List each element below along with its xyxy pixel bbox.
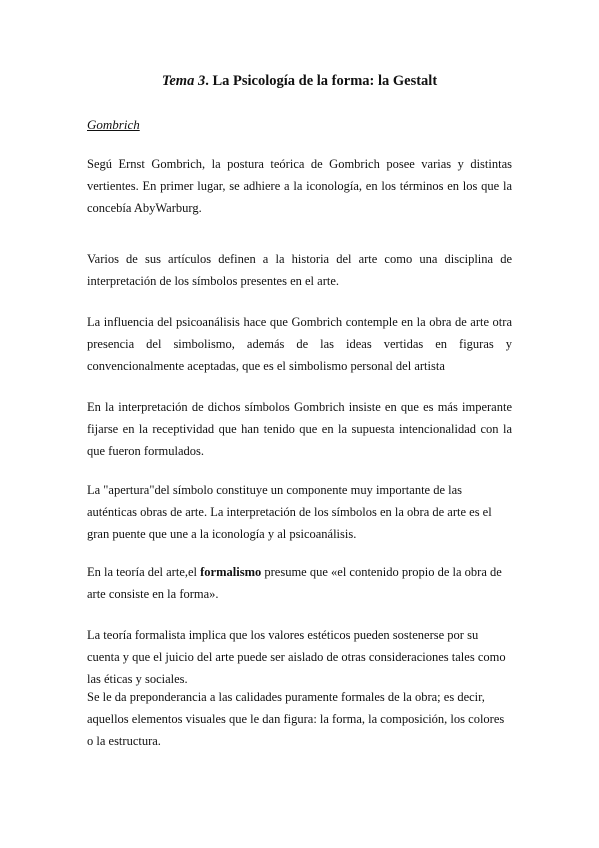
title-topic-number: Tema 3 (161, 73, 206, 89)
section-heading: Gombrich (87, 117, 140, 132)
document-title (0, 73, 599, 90)
formalismo-term: formalismo (200, 565, 262, 579)
paragraph-5: La "apertura"del símbolo constituye un componente muy importante de las auténticas obras de arte. La interpretación de los símbolos en la obra de arte es el gran puente que une a la iconología y al psicoanálisis. (87, 483, 492, 541)
paragraph-6-end: presume que «el contenido propio de la obra de arte consiste en la forma». (87, 565, 502, 601)
paragraph-2: Varios de sus artículos definen a la historia del arte como una disciplina de interpretación de los símbolos presentes en el arte. (87, 252, 512, 288)
paragraph-4: En la interpretación de dichos símbolos Gombrich insiste en que es más imperante fijarse en la receptividad que han tenido que en la supuesta intencionalidad con la que fueron formulados. (87, 400, 512, 458)
paragraph-3: La influencia del psicoanálisis hace que Gombrich contemple en la obra de arte otra presencia del simbolismo, además de las ideas vertidas en figuras y convencionalmente aceptadas, que es el simbolismo personal del artista (87, 315, 512, 373)
paragraph-6 (87, 561, 512, 605)
paragraph-8: Se le da preponderancia a las calidades puramente formales de la obra; es decir, aquellos elementos visuales que le dan figura: la forma, la composición, los colores o la estructura. (87, 690, 505, 748)
title-text: . La Psicología de la forma: la Gestalt (205, 73, 438, 89)
paragraph-1: Segú Ernst Gombrich, la postura teórica de Gombrich posee varias y distintas vertientes. En primer lugar, se adhiere a la iconología, en los términos en los que la concebía AbyWarburg. (87, 157, 512, 215)
paragraph-7: La teoría formalista implica que los valores estéticos pueden sostenerse por su cuenta y que el juicio del arte puede ser aislado de otras consideraciones tales como las éticas y sociales. (87, 628, 506, 686)
paragraph-6-start: En la teoría del arte,el (87, 565, 201, 579)
